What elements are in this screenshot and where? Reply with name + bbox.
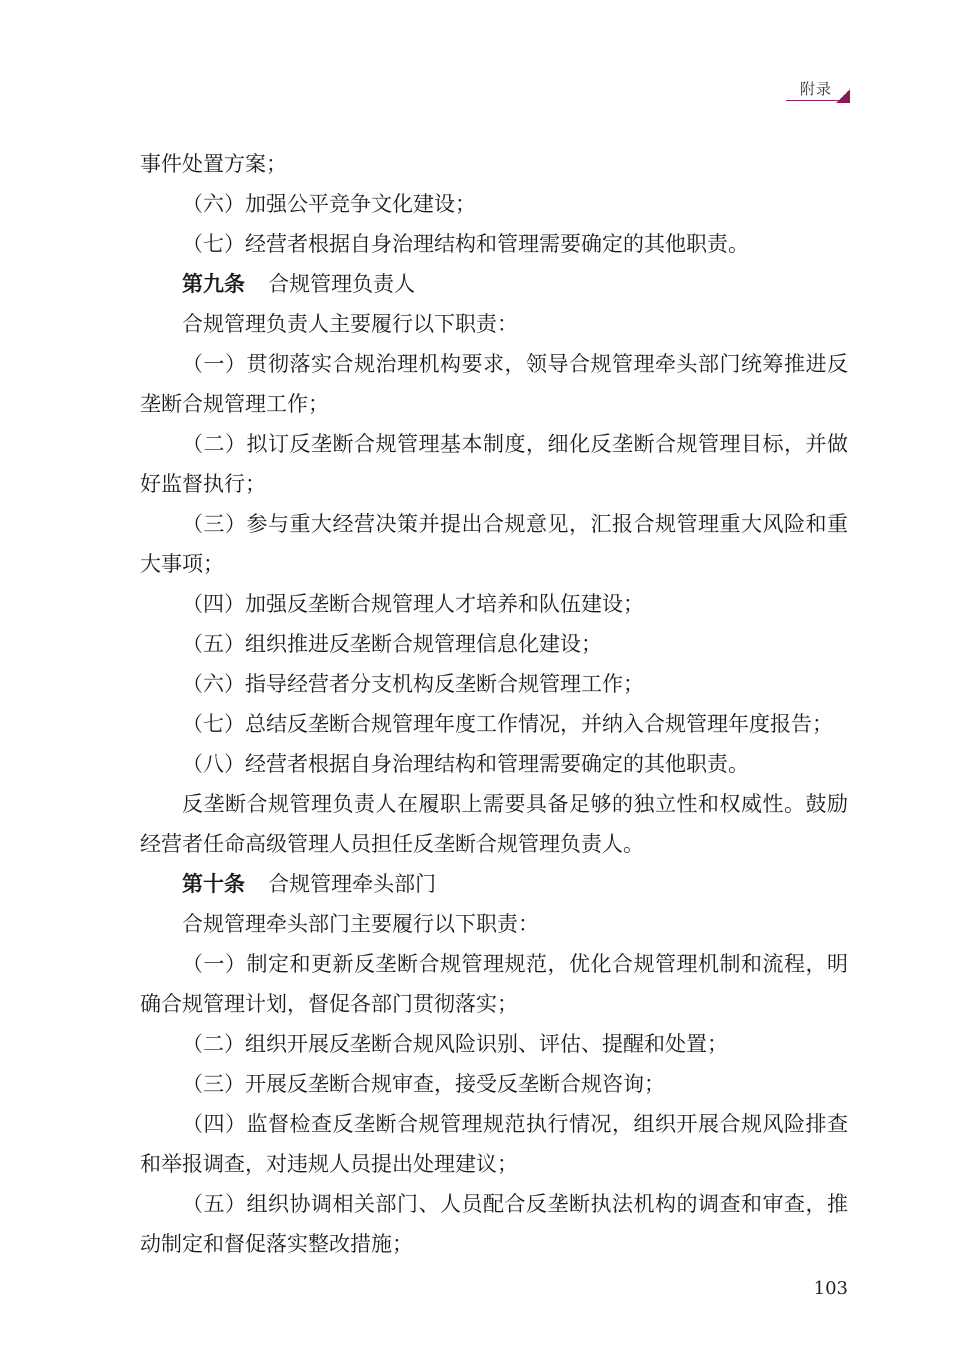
article-number: 第十条 xyxy=(182,871,245,896)
article-number: 第九条 xyxy=(182,271,245,296)
paragraph: （六）加强公平竞争文化建设； xyxy=(182,192,476,216)
header-label: 附录 xyxy=(799,80,832,98)
paragraph: 合规管理负责人主要履行以下职责： xyxy=(182,312,518,336)
paragraph: （八）经营者根据自身治理结构和管理需要确定的其他职责。 xyxy=(182,752,749,776)
paragraph: （四）监督检查反垄断合规管理规范执行情况，组织开展合规风险排查和举报调查，对违规人员提出处理建议； xyxy=(140,1112,848,1176)
paragraph: （七）总结反垄断合规管理年度工作情况，并纳入合规管理年度报告； xyxy=(182,712,833,736)
paragraph: （七）经营者根据自身治理结构和管理需要确定的其他职责。 xyxy=(182,232,749,256)
paragraph: （一）贯彻落实合规治理机构要求，领导合规管理牵头部门统筹推进反垄断合规管理工作； xyxy=(140,352,848,416)
article-title: 合规管理负责人 xyxy=(268,272,416,296)
paragraph: 合规管理牵头部门主要履行以下职责： xyxy=(182,912,539,936)
paragraph: 事件处置方案； xyxy=(140,152,287,176)
article-heading xyxy=(140,264,848,304)
paragraph: （五）组织推进反垄断合规管理信息化建设； xyxy=(182,632,602,656)
paragraph: （三）参与重大经营决策并提出合规意见，汇报合规管理重大风险和重大事项； xyxy=(140,512,848,576)
page-number: 103 xyxy=(813,1278,848,1299)
paragraph: （二）拟订反垄断合规管理基本制度，细化反垄断合规管理目标，并做好监督执行； xyxy=(140,432,848,496)
paragraph: （三）开展反垄断合规审查，接受反垄断合规咨询； xyxy=(182,1072,665,1096)
article-heading xyxy=(140,864,848,904)
paragraph: 反垄断合规管理负责人在履职上需要具备足够的独立性和权威性。鼓励经营者任命高级管理人员担任反垄断合规管理负责人。 xyxy=(140,792,848,856)
paragraph: （六）指导经营者分支机构反垄断合规管理工作； xyxy=(182,672,644,696)
running-header xyxy=(780,76,850,106)
header-corner-triangle-icon xyxy=(836,89,850,103)
paragraph: （二）组织开展反垄断合规风险识别、评估、提醒和处置； xyxy=(182,1032,728,1056)
article-title: 合规管理牵头部门 xyxy=(268,872,437,896)
paragraph: （五）组织协调相关部门、人员配合反垄断执法机构的调查和审查，推动制定和督促落实整改措施； xyxy=(140,1192,848,1256)
paragraph: （一）制定和更新反垄断合规管理规范，优化合规管理机制和流程，明确合规管理计划，督促各部门贯彻落实； xyxy=(140,952,848,1016)
paragraph: （四）加强反垄断合规管理人才培养和队伍建设； xyxy=(182,592,644,616)
document-body xyxy=(140,144,848,1264)
